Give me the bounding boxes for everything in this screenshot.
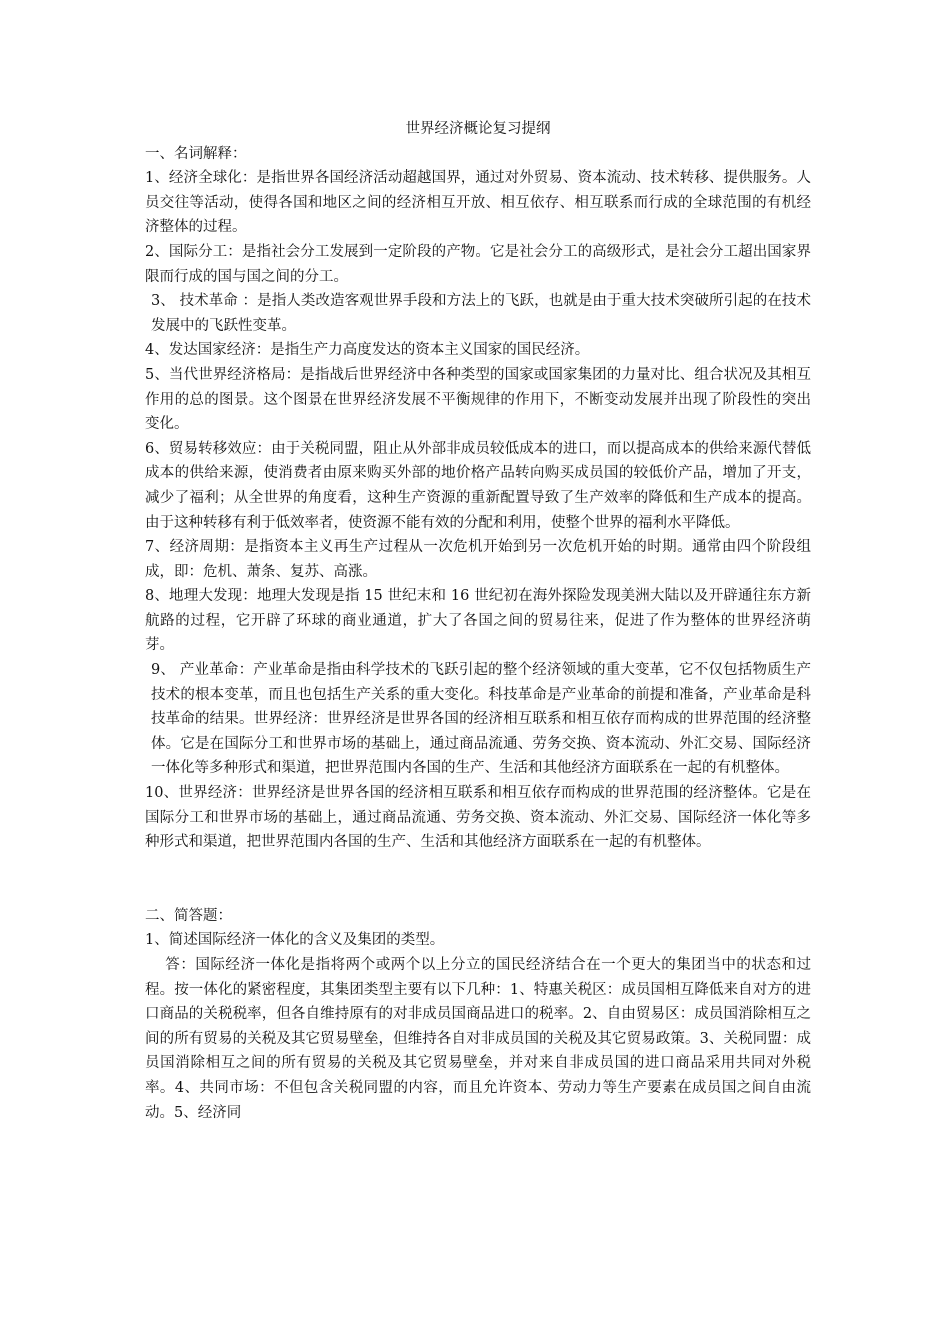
question-item: 1、简述国际经济一体化的含义及集团的类型。 [145,932,445,949]
definition-item: 9、 产业革命：产业革命是指由科学技术的飞跃引起的整个经济领域的重大变革，它不仅包括物质生产技术的根本变革，而且也包括生产关系的重大变化。科技革命是产业革命的前提和准备，产业革命是科技革命的结果。世界经济：世界经济是世界各国的经济相互联系和相互依存而构成的世界范围的经济整体。它是在国际分工和世界市场的基础上，通过商品流通、劳务交换、资本流动、外汇交易、国际经济一体化等多种形式和渠道，把世界范围内各国的生产、生活和其他经济方面联系在一起的有机整体。 [151,662,811,777]
definition-item: 10、世界经济：世界经济是世界各国的经济相互联系和相互依存而构成的世界范围的经济整体。它是在国际分工和世界市场的基础上，通过商品流通、劳务交换、资本流动、外汇交易、国际经济一体化等多种形式和渠道，把世界范围内各国的生产、生活和其他经济方面联系在一起的有机整体。 [145,785,811,851]
definition-item: 5、当代世界经济格局：是指战后世界经济中各种类型的国家或国家集团的力量对比、组合状况及其相互作用的总的图景。这个图景在世界经济发展不平衡规律的作用下，不断变动发展并出现了阶段性的突出变化。 [145,366,811,433]
definition-item: 4、发达国家经济：是指生产力高度发达的资本主义国家的国民经济。 [145,342,590,359]
definition-item: 8、地理大发现：地理大发现是指 15 世纪末和 16 世纪初在海外探险发现美洲大陆以及开辟通往东方新航路的过程，它开辟了环球的商业通道，扩大了各国之间的贸易往来，促进了作为整体的世界经济萌芽。 [145,588,811,654]
section-heading-short-answer: 二、简答题： [145,907,232,924]
definition-item: 2、国际分工：是指社会分工发展到一定阶段的产物。它是社会分工的高级形式，是社会分工超出国家界限而行成的国与国之间的分工。 [145,243,811,285]
definition-item: 6、贸易转移效应：由于关税同盟，阻止从外部非成员较低成本的进口，而以提高成本的供给来源代替低成本的供给来源，使消费者由原来购买外部的地价格产品转向购买成员国的较低价产品，增加了开支，减少了福利；从全世界的角度看，这种生产资源的重新配置导致了生产效率的降低和生产成本的提高。由于这种转移有利于低效率者，使资源不能有效的分配和利用，使整个世界的福利水平降低。 [145,440,811,531]
answer-text: 答：国际经济一体化是指将两个或两个以上分立的国民经济结合在一个更大的集团当中的状态和过程。按一体化的紧密程度，其集团类型主要有以下几种：1、特惠关税区：成员国相互降低来自对方的进口商品的关税税率，但各自维持原有的对非成员国商品进口的税率。2、自由贸易区：成员国消除相互之间的所有贸易的关税及其它贸易壁垒，但维持各自对非成员国的关税及其它贸易政策。3、关税同盟：成员国消除相互之间的所有贸易的关税及其它贸易壁垒，并对来自非成员国的进口商品采用共同对外税率。4、共同市场：不但包含关税同盟的内容，而且允许资本、劳动力等生产要素在成员国之间自由流动。5、经济同 [145,957,811,1121]
document-page [145,117,811,1125]
section-spacer [145,855,811,904]
section-heading-definitions: 一、名词解释： [145,145,247,162]
definition-item: 1、经济全球化：是指世界各国经济活动超越国界，通过对外贸易、资本流动、技术转移、提供服务。人员交往等活动，使得各国和地区之间的经济相互开放、相互依存、相互联系而行成的全球范围的有机经济整体的过程。 [145,170,811,236]
document-title: 世界经济概论复习提纲 [405,121,551,137]
definition-item: 7、经济周期：是指资本主义再生产过程从一次危机开始到另一次危机开始的时期。通常由四个阶段组成，即：危机、萧条、复苏、高涨。 [145,539,811,580]
definition-item: 3、 技术革命 ：是指人类改造客观世界手段和方法上的飞跃，也就是由于重大技术突破所引起的在技术发展中的飞跃性变革。 [151,293,811,334]
